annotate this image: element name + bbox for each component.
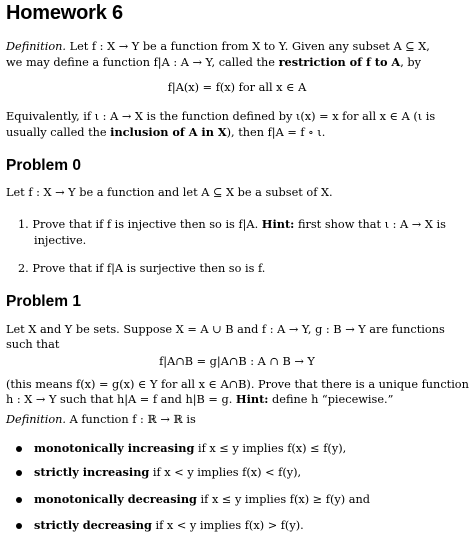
definition-2-line: Definition. A function f : ℝ → ℝ is — [6, 413, 196, 426]
problem-1-line-4: h : X → Y such that h|A = f and h|B = g. Hint: define h “piecewise.” — [6, 392, 394, 406]
problem-1-line-1: Let X and Y be sets. Suppose X = A ∪ B and f : A → Y, g : B → Y are functions — [6, 323, 445, 336]
problem-0-item-1: 1. Prove that if f is injective then so is f|A. Hint: first show that ι : A → X is — [18, 217, 446, 231]
inclusion-term: inclusion of A in X — [110, 125, 227, 139]
bullet-icon — [16, 523, 22, 529]
problem-1-line-2: such that — [6, 338, 60, 351]
bullet-icon — [16, 470, 22, 476]
definition-line-2: we may define a function f|A : A → Y, called the restriction of f to A, by — [6, 55, 421, 69]
problem-1-line-3: (this means f(x) = g(x) ∈ Y for all x ∈ A∩B). Prove that there is a unique function — [6, 378, 469, 391]
page-title: Homework 6 — [6, 2, 123, 24]
problem-0-item-1-cont: injective. — [34, 234, 87, 247]
definition-2-label: Definition. — [6, 413, 66, 426]
inclusion-line-2: usually called the inclusion of A in X), then f|A = f ∘ ι. — [6, 125, 326, 139]
definition-text: Let f : X → Y be a function from X to Y. Given any subset A ⊆ X, — [69, 40, 430, 53]
problem-0-heading: Problem 0 — [6, 157, 81, 174]
bullet-item-1: monotonically increasing if x ≤ y implies f(x) ≤ f(y), — [34, 441, 347, 455]
bullet-item-4: strictly decreasing if x < y implies f(x) > f(y). — [34, 518, 304, 532]
restriction-term: restriction of f to A — [278, 55, 401, 69]
inclusion-line-1: Equivalently, if ι : A → X is the function defined by ι(x) = x for all x ∈ A (ι is — [6, 110, 436, 123]
bullet-item-2: strictly increasing if x < y implies f(x) < f(y), — [34, 465, 302, 479]
problem-0-intro: Let f : X → Y be a function and let A ⊆ X be a subset of X. — [6, 186, 333, 199]
definition-line-1 — [6, 39, 430, 54]
hint-label-2: Hint: — [235, 392, 269, 406]
definition-label: Definition. — [6, 40, 66, 53]
problem-1-formula: f|A∩B = g|A∩B : A ∩ B → Y — [159, 355, 315, 368]
restriction-formula: f|A(x) = f(x) for all x ∈ A — [167, 81, 307, 94]
problem-0-item-2: 2. Prove that if f|A is surjective then so is f. — [18, 262, 266, 275]
hint-label: Hint: — [261, 217, 295, 231]
problem-1-heading: Problem 1 — [6, 293, 81, 310]
bullet-icon — [16, 446, 22, 452]
bullet-icon — [16, 497, 22, 503]
bullet-item-3: monotonically decreasing if x ≤ y implies f(x) ≥ f(y) and — [34, 492, 371, 506]
